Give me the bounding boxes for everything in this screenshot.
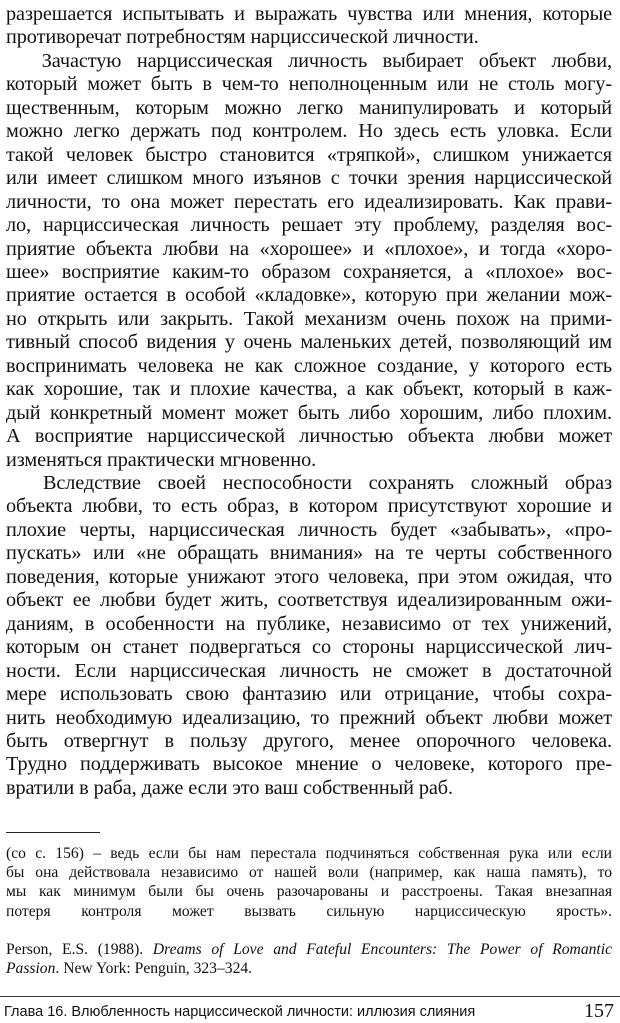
body-line: тивный способ видения у очень маленьких детей, позволяющий им [6, 331, 612, 354]
footnote-citation-line-2 [6, 961, 612, 977]
body-line: личности, то она может перестать его идеализировать. Как прави- [6, 190, 612, 213]
body-line: как хорошие, так и плохие качества, а как объект, который в каж- [6, 378, 612, 401]
body-line: щественным, которым можно легко манипулировать и который [6, 96, 612, 119]
body-line: который может быть в чем-то неполноценным или не столь могу- [6, 73, 612, 96]
page-number: 157 [584, 1000, 614, 1022]
body-line: Зачастую нарциссическая личность выбирает объект любви, [6, 49, 612, 72]
body-line: такой человек быстро становится «тряпкой», слишком унижается [6, 143, 612, 166]
body-line: объект ее любви будет жить, соответствуя идеализированным ожи- [6, 589, 612, 612]
footnote-separator [6, 832, 100, 833]
body-line: или имеет слишком много изъянов с точки зрения нарциссической [6, 167, 612, 190]
body-line: но открыть или закрыть. Такой механизм очень похож на прими- [6, 307, 612, 330]
citation-publisher: . New York: Penguin, 323–324. [55, 960, 253, 977]
body-line: даниям, в особенности на публике, независимо от тех унижений, [6, 612, 612, 635]
body-line: изменяться практически мгновенно. [6, 448, 317, 471]
body-line: ности. Если нарциссическая личность не сможет в достаточной [6, 659, 612, 682]
body-line: шее» восприятие каким-то образом сохраняется, а «плохое» вос- [6, 260, 612, 283]
footnote-line: мы как минимум были бы очень разочарованы и расстроены. Такая внезапная [6, 883, 612, 901]
body-line: вратили в раба, даже если это ваш собственный раб. [6, 776, 453, 799]
body-line: Трудно поддерживать высокое мнение о человеке, которого пре- [6, 753, 612, 776]
body-line: нить необходимую идеализацию, то прежний объект любви может [6, 706, 612, 729]
body-line: можно легко держать под контролем. Но здесь есть уловка. Если [6, 120, 612, 143]
body-line: которым он станет подвергаться со стороны нарциссической лич- [6, 636, 612, 659]
body-line: мере использовать свою фантазию или отрицание, чтобы сохра- [6, 683, 612, 706]
body-line: А восприятие нарциссической личностью объекта любви может [6, 425, 612, 448]
body-line: быть отвергнут в пользу другого, менее опорочного человека. [6, 729, 612, 752]
body-line: приятие остается в особой «кладовке», которую при желании мож- [6, 284, 612, 307]
body-line: воспринимать человека не как сложное создание, у которого есть [6, 354, 612, 377]
footer-rule [0, 996, 620, 997]
footnote-citation-line-1 [6, 942, 612, 958]
body-line: Вследствие своей неспособности сохранять сложный образ [6, 472, 612, 494]
body-line: пускать» или «не обращать внимания» на те черты собственного [6, 542, 612, 565]
footnote-line: бы она действовала независимо от нашей воли (например, как наша память), то [6, 864, 612, 882]
body-line: разрешается испытывать и выражать чувства или мнения, которые [6, 3, 612, 25]
running-head: Глава 16. Влюбленность нарциссической личности: иллюзия слияния [4, 1004, 476, 1020]
body-line: ло, нарциссическая личность решает эту проблему, разделяя вос- [6, 214, 612, 237]
body-line: приятие объекта любви на «хорошее» и «плохое», и тогда «хоро- [6, 237, 612, 260]
footnote-line: (со с. 156) – ведь если бы нам перестала подчиняться собственная рука или если [6, 845, 612, 862]
body-line: поведения, которые унижают этого человека, при этом ожидая, что [6, 565, 612, 588]
body-line: дый конкретный момент может быть либо хорошим, либо плохим. [6, 401, 612, 424]
citation-title: Dreams of Love and Fateful Encounters: The Power of Romantic [152, 941, 612, 958]
footnote-line: потеря контроля может вызвать сильную нарциссическую ярость». [6, 902, 612, 920]
citation-author: Person, E.S. (1988). [6, 941, 153, 958]
body-line: противоречат потребностям нарциссической личности. [6, 26, 479, 49]
body-line: плохие черты, нарциссическая личность будет «забывать», «про- [6, 518, 612, 541]
citation-title-end: Passion [6, 960, 56, 977]
body-line: объекта любви, то есть образ, в котором присутствуют хорошие и [6, 495, 612, 518]
